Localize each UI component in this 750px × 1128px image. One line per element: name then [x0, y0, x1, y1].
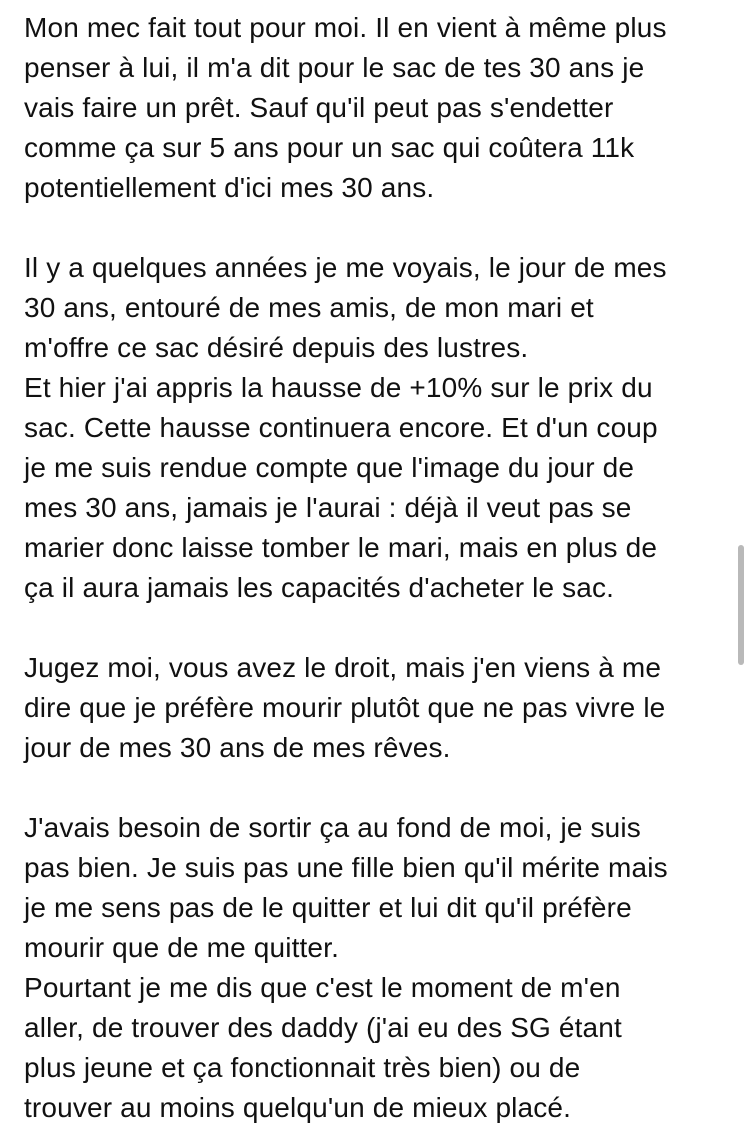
text-line: je me suis rendue compte que l'image du jour de [24, 452, 635, 483]
text-line: plus jeune et ça fonctionnait très bien) ou de [24, 1052, 581, 1083]
text-line: dire que je préfère mourir plutôt que ne pas vivre le [24, 692, 666, 723]
text-line: trouver au moins quelqu'un de mieux placé. [24, 1092, 572, 1123]
paragraph-1 [24, 8, 736, 208]
text-line: Jugez moi, vous avez le droit, mais j'en viens à me [24, 652, 662, 683]
text-line: J'avais besoin de sortir ça au fond de moi, je suis [24, 812, 641, 843]
paragraph-2 [24, 248, 736, 608]
text-line: vais faire un prêt. Sauf qu'il peut pas s'endetter [24, 92, 614, 123]
text-line: 30 ans, entouré de mes amis, de mon mari et [24, 292, 594, 323]
paragraph-gap [24, 608, 736, 648]
text-line: je me sens pas de le quitter et lui dit qu'il préfère [24, 892, 632, 923]
text-line: jour de mes 30 ans de mes rêves. [24, 732, 451, 763]
scrollbar-thumb[interactable] [738, 545, 744, 665]
paragraph-3 [24, 648, 736, 768]
paragraph-gap [24, 768, 736, 808]
text-line: ça il aura jamais les capacités d'acheter le sac. [24, 572, 615, 603]
text-line: mes 30 ans, jamais je l'aurai : déjà il veut pas se [24, 492, 632, 523]
text-line: comme ça sur 5 ans pour un sac qui coûtera 11k [24, 132, 635, 163]
text-line: Il y a quelques années je me voyais, le jour de mes [24, 252, 667, 283]
post-body [24, 8, 736, 1128]
text-line: sac. Cette hausse continuera encore. Et d'un coup [24, 412, 658, 443]
paragraph-4 [24, 808, 736, 1128]
paragraph-gap [24, 208, 736, 248]
text-line: potentiellement d'ici mes 30 ans. [24, 172, 435, 203]
text-line: pas bien. Je suis pas une fille bien qu'il mérite mais [24, 852, 668, 883]
text-line: Et hier j'ai appris la hausse de +10% sur le prix du [24, 372, 653, 403]
text-line: aller, de trouver des daddy (j'ai eu des SG étant [24, 1012, 622, 1043]
text-line: Pourtant je me dis que c'est le moment de m'en [24, 972, 621, 1003]
text-line: Mon mec fait tout pour moi. Il en vient à même plus [24, 12, 667, 43]
text-line: mourir que de me quitter. [24, 932, 340, 963]
text-line: marier donc laisse tomber le mari, mais en plus de [24, 532, 658, 563]
text-line: m'offre ce sac désiré depuis des lustres. [24, 332, 529, 363]
text-line: penser à lui, il m'a dit pour le sac de tes 30 ans je [24, 52, 645, 83]
